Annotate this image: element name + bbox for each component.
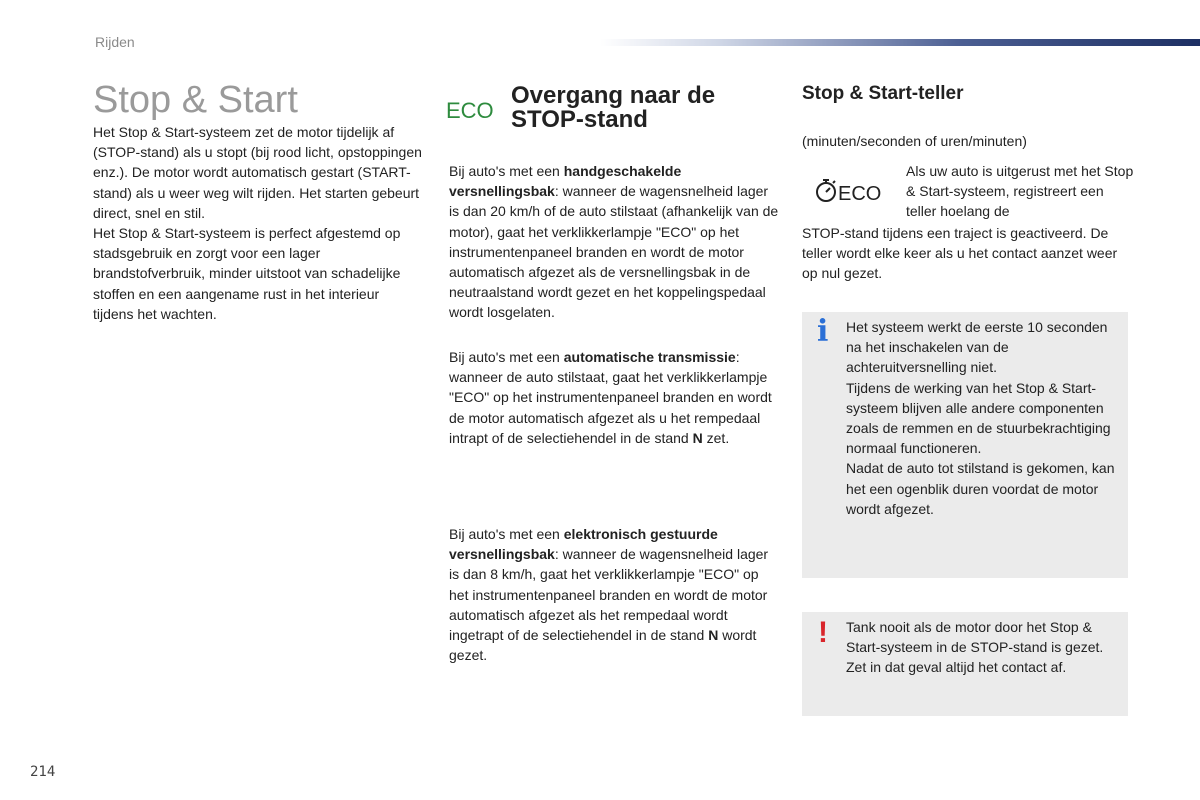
info-note-text — [846, 317, 1118, 519]
eco-icon-text: ECO — [446, 98, 494, 123]
section-label: Rijden — [95, 34, 135, 50]
warning-icon: ! — [818, 616, 828, 649]
bold-term: handgeschakelde versnellingsbak — [449, 163, 682, 200]
stop-mode-heading-line1: Overgang naar de — [511, 82, 716, 109]
page-title: Stop & Start — [93, 79, 298, 121]
text-run: : wanneer de wagensnelheid lager is dan 8 km/h, gaat het verklikkerlampje "ECO" op het instrumentenpaneel branden en wordt de motor automatisch afgezet als het rempedaal wordt ingetrapt of de selectiehendel in de stand — [449, 546, 769, 644]
bold-term: elektronisch gestuurde versnellingsbak — [449, 526, 718, 563]
eco-timer-icon-text: ECO — [838, 183, 882, 205]
text-run: Bij auto's met een — [449, 163, 564, 179]
text-run: : wanneer de wagensnelheid lager is dan 20 km/h of de auto stilstaat (afhankelijk van de motor), gaat het verklikkerlampje "ECO" op het instrumentenpaneel branden en wordt de motor automatisch afgezet als de versnellingsbak in de neutraalstand wordt gezet en het koppelingspedaal wordt losgelaten. — [449, 183, 779, 321]
text-run: Bij auto's met een — [449, 349, 564, 365]
warning-note-text: Tank nooit als de motor door het Stop & Start-systeem in de STOP-stand is gezet. Zet in dat geval altijd het contact af. — [846, 619, 1104, 676]
stop-mode-heading-line2: STOP-stand — [511, 106, 648, 133]
text-run: : wanneer de auto stilstaat, gaat het verklikkerlampje "ECO" op het instrumentenpaneel branden en wordt de motor automatisch afgezet als u het rempedaal intrapt of de selectiehendel in de stand — [449, 349, 772, 446]
info-note-para-3: Nadat de auto tot stilstand is gekomen, kan het een ogenblik duren voordat de motor wordt afgezet. — [846, 460, 1115, 517]
bold-term: N — [692, 429, 703, 446]
electronic-gearbox-paragraph — [449, 524, 779, 665]
manual-gearbox-paragraph — [449, 161, 779, 323]
intro-paragraph-2: Het Stop & Start-systeem is perfect afgestemd op stadsgebruik en zorgt voor een lager brandstofverbruik, minder uitstoot van schadelijke stoffen en een aangename rust in het interieur tijdens het wachten. — [93, 225, 401, 322]
intro-paragraph-1: Het Stop & Start-systeem zet de motor tijdelijk af (STOP-stand) als u stopt (bij rood licht, opstoppingen enz.). De motor wordt automatisch gestart (START-stand) als u weer weg wilt rijden. Het starten gebeurt direct, snel en stil. — [93, 124, 422, 221]
column-counter — [802, 82, 1134, 282]
counter-heading: Stop & Start-teller — [802, 83, 964, 104]
info-icon: i — [817, 314, 829, 349]
info-note — [802, 312, 1128, 578]
text-run: zet. — [702, 429, 730, 446]
bold-term: N — [708, 627, 719, 644]
eco-icon — [446, 97, 500, 123]
text-run: Bij auto's met een — [449, 526, 564, 542]
info-note-para-2: Tijdens de werking van het Stop & Start-systeem blijven alle andere componenten zoals de remmen en de stuurbekrachtiging normaal functioneren. — [846, 379, 1111, 457]
text-run: wordt gezet. — [449, 627, 757, 664]
automatic-transmission-paragraph — [449, 347, 779, 448]
warning-note — [802, 612, 1128, 716]
counter-units: (minuten/seconden of uren/minuten) — [802, 133, 1027, 149]
header-bar — [600, 39, 1200, 46]
info-note-para-1: Het systeem werkt de eerste 10 seconden na het inschakelen van de achteruitversnelling niet. — [846, 319, 1108, 376]
bold-term: automatische transmissie — [563, 349, 736, 365]
eco-timer-icon — [814, 177, 886, 207]
stop-mode-heading — [511, 84, 779, 132]
counter-intro-1: Als uw auto is uitgerust met het Stop & Start-systeem, registreert een teller hoelang de — [906, 163, 1134, 220]
column-intro — [93, 78, 423, 324]
page-number: 214 — [30, 764, 56, 780]
column-stop-mode — [446, 82, 779, 664]
counter-intro-2: STOP-stand tijdens een traject is geactiveerd. De teller wordt elke keer als u het contact aanzet weer op nul gezet. — [802, 225, 1118, 282]
